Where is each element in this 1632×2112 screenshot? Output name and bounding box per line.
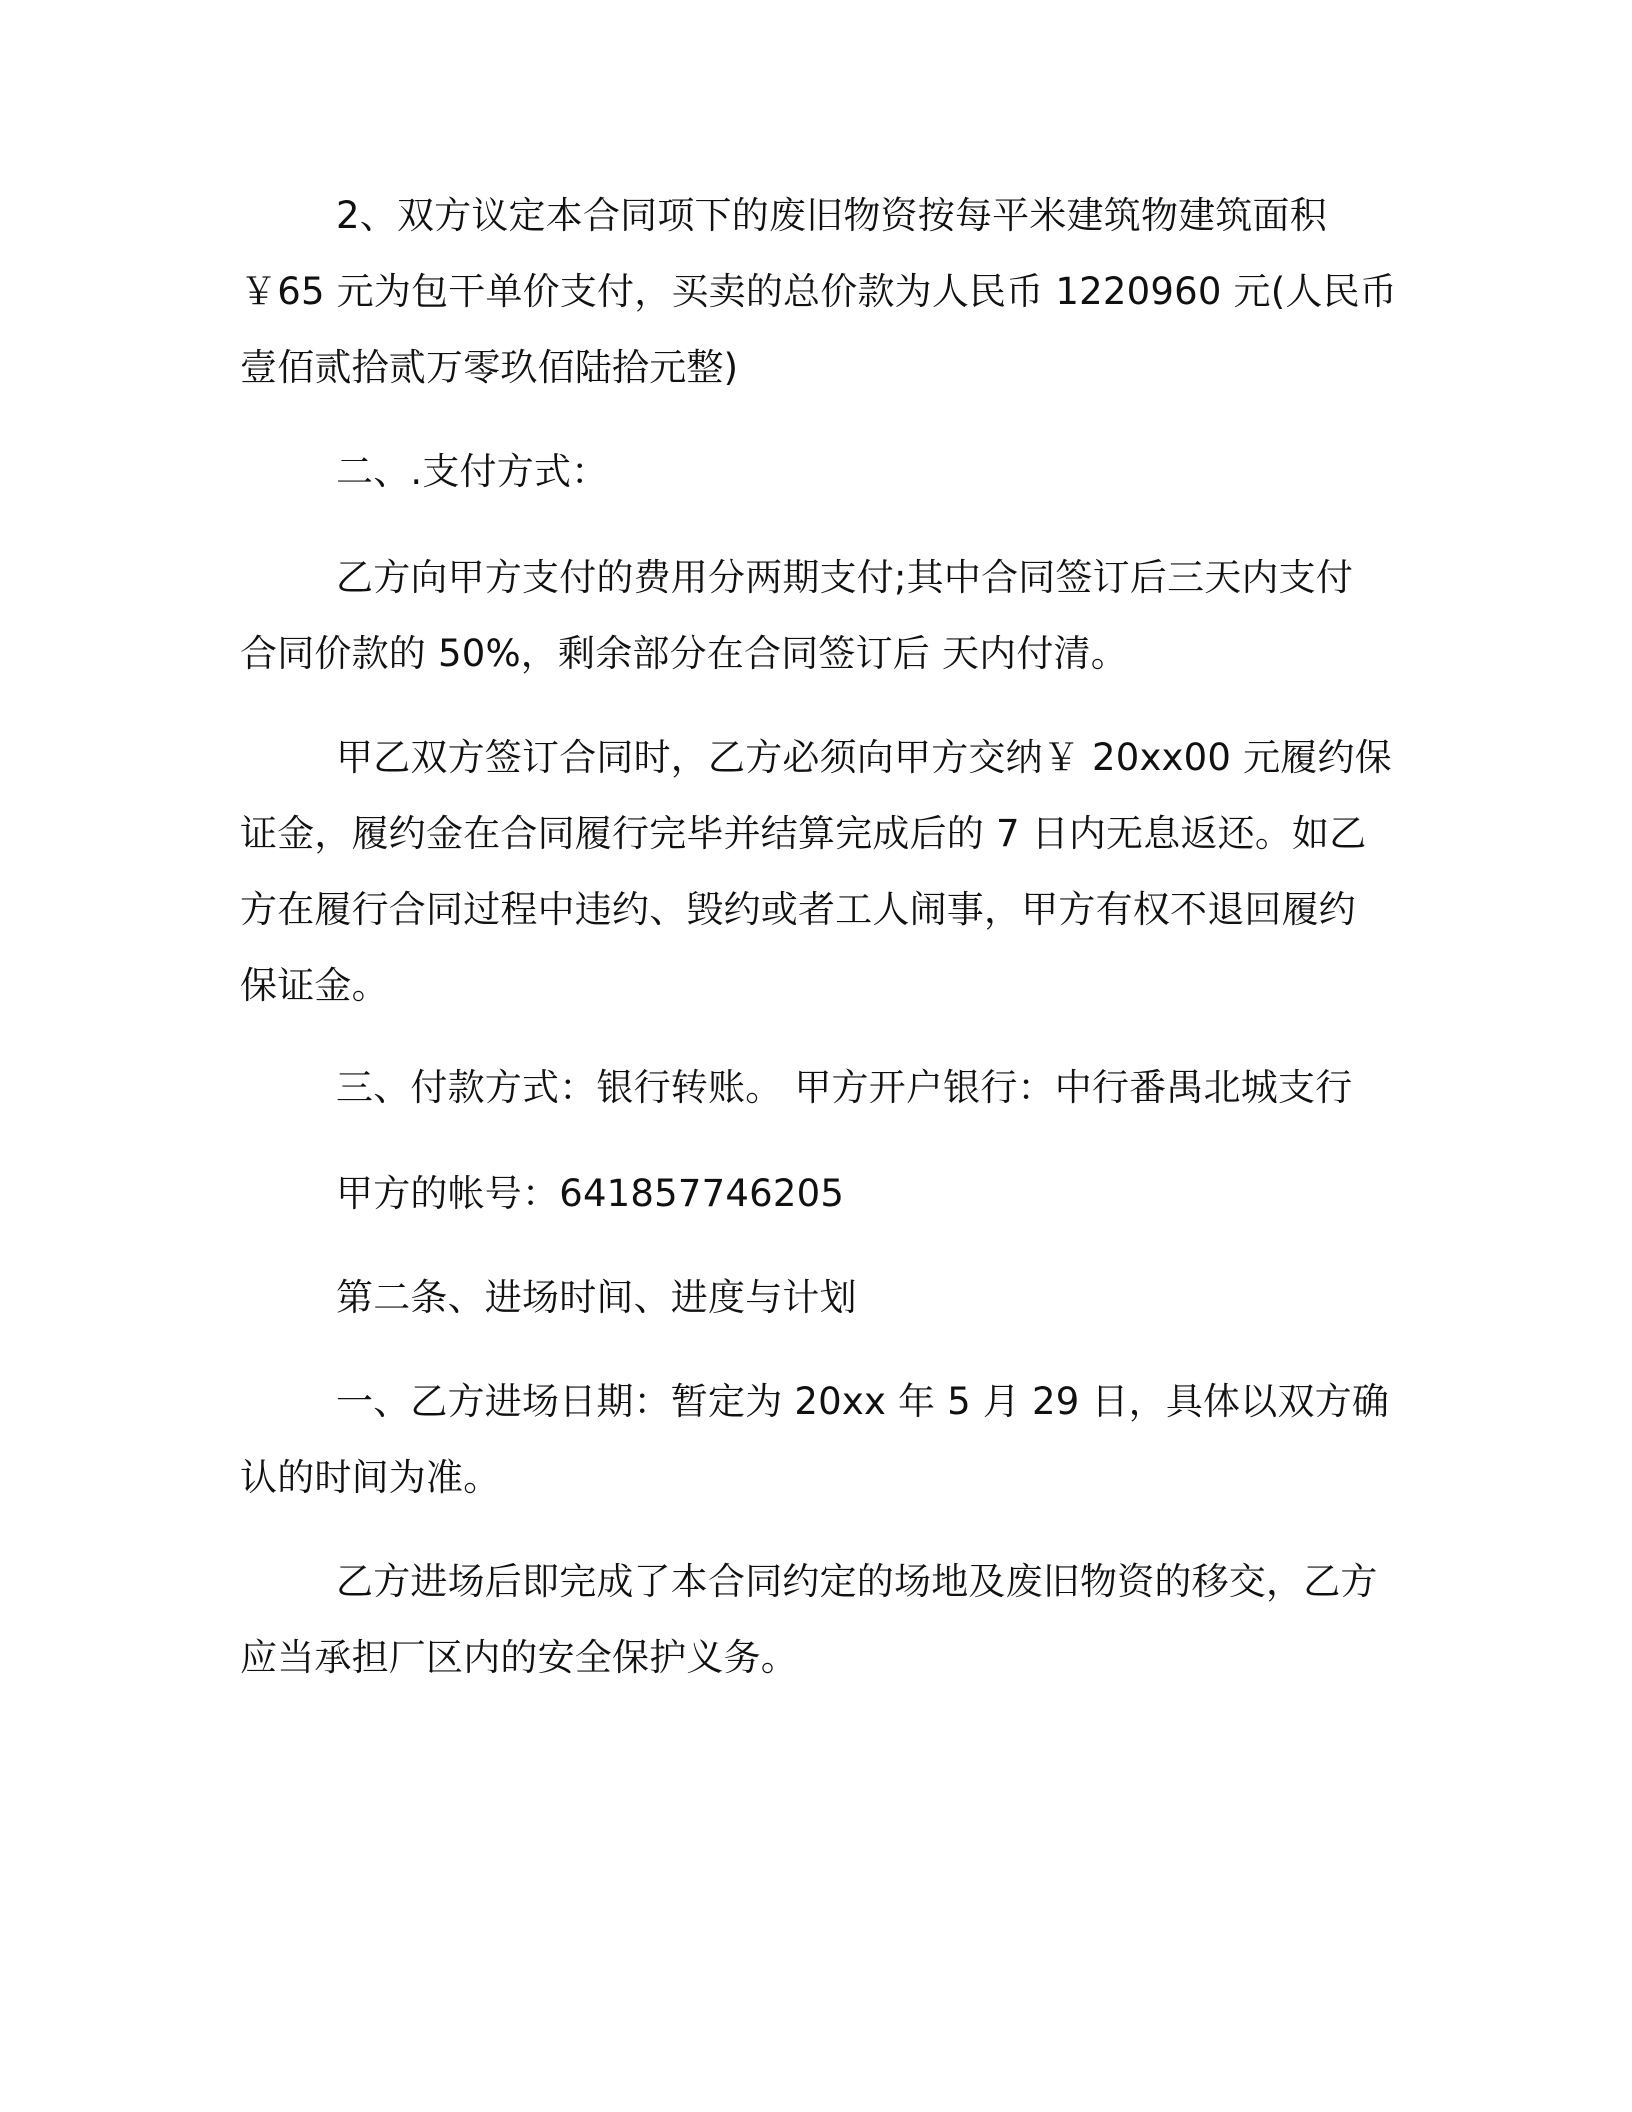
text-line: 认的时间为准。 (240, 1456, 501, 1499)
text-line: 甲乙双方签订合同时，乙方必须向甲方交纳￥ 20xx00 元履约保 (336, 736, 1392, 779)
text-line: 一、乙方进场日期：暂定为 20xx 年 5 月 29 日，具体以双方确 (336, 1380, 1390, 1423)
text-line: 甲方的帐号：641857746205 (336, 1172, 845, 1215)
text-line: 应当承担厂区内的安全保护义务。 (240, 1636, 798, 1679)
paragraph-site-handover (240, 1544, 1390, 1696)
text-line: 三、付款方式：银行转账。 甲方开户银行：中行番禺北城支行 (336, 1066, 1353, 1109)
paragraph-bank-transfer (240, 1050, 1390, 1126)
paragraph-performance-bond (240, 720, 1390, 1024)
text-line: 合同价款的 50%，剩余部分在合同签订后 天内付清。 (240, 632, 1128, 675)
text-line: ￥65 元为包干单价支付，买卖的总价款为人民币 1220960 元(人民币 (240, 270, 1397, 313)
text-line: 第二条、进场时间、进度与计划 (336, 1276, 857, 1319)
text-line: 2、双方议定本合同项下的废旧物资按每平米建筑物建筑面积 (336, 194, 1327, 237)
text-line: 二、.支付方式： (336, 450, 609, 493)
heading-article-two (240, 1260, 1390, 1336)
text-line: 证金，履约金在合同履行完毕并结算完成后的 7 日内无息返还。如乙 (240, 812, 1367, 855)
text-line: 保证金。 (240, 964, 389, 1007)
document-page (240, 0, 1397, 2112)
paragraph-unit-price (240, 178, 1397, 406)
text-line: 方在履行合同过程中违约、毁约或者工人闹事，甲方有权不退回履约 (240, 888, 1356, 931)
paragraph-account-number (240, 1156, 1390, 1232)
heading-payment-method (240, 434, 1390, 510)
paragraph-installments (240, 540, 1390, 692)
paragraph-entry-date (240, 1364, 1390, 1516)
text-line: 乙方进场后即完成了本合同约定的场地及废旧物资的移交，乙方 (336, 1560, 1378, 1603)
text-line: 乙方向甲方支付的费用分两期支付;其中合同签订后三天内支付 (336, 556, 1354, 599)
text-line: 壹佰贰拾贰万零玖佰陆拾元整) (240, 346, 739, 389)
